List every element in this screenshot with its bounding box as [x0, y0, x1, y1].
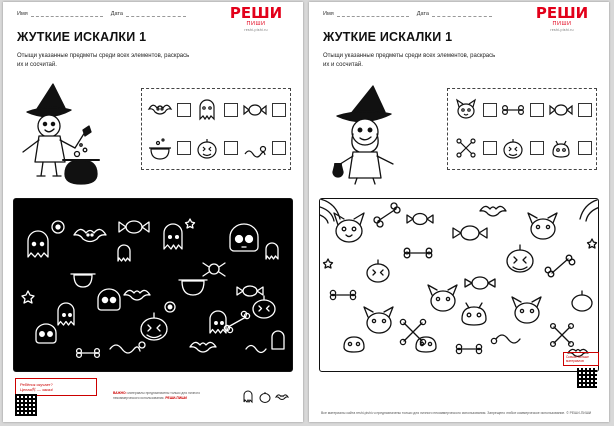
worksheet-page-right: [309, 2, 609, 422]
qr-code-left[interactable]: [15, 394, 37, 416]
promo-line-2: Целая库 — заказ!: [20, 387, 54, 392]
legend-checklist-right: [447, 88, 597, 170]
legend-item[interactable]: [240, 130, 287, 167]
name-writing-line[interactable]: [337, 10, 409, 17]
legend-count-box[interactable]: [272, 141, 286, 155]
legend-count-box[interactable]: [530, 103, 544, 117]
legend-count-box[interactable]: [530, 141, 544, 155]
copyright-note-text: материалы предназначены только для личного некоммерческого использования.: [113, 391, 201, 400]
legend-count-box[interactable]: [224, 141, 238, 155]
date-label: Дата: [416, 11, 429, 17]
brand-url: reshi-pishi.ru: [550, 28, 574, 32]
cat-icon: [452, 95, 480, 125]
footer-icon-row-left: [241, 390, 289, 404]
date-label: Дата: [110, 11, 123, 17]
bat-icon: [146, 95, 174, 125]
name-writing-line[interactable]: [31, 10, 103, 17]
search-field-inverted[interactable]: [13, 198, 293, 372]
legend-count-box[interactable]: [177, 141, 191, 155]
legend-count-box[interactable]: [578, 103, 592, 117]
page-subtitle-left: Отыщи указанные предметы среди всех элементов, раскрась их и сосчитай.: [17, 53, 190, 68]
page-title-left: ЖУТКИЕ ИСКАЛКИ 1: [17, 30, 147, 44]
name-label: Имя: [17, 11, 28, 17]
witch-with-cauldron-illustration: [13, 82, 113, 187]
candy-icon: [241, 95, 269, 125]
legend-item[interactable]: [145, 130, 192, 167]
pumpkin-icon: [258, 390, 272, 404]
legend-item[interactable]: [193, 92, 240, 129]
copyright-note-bold: ВАЖНО:: [113, 391, 127, 396]
legend-item[interactable]: [240, 92, 287, 129]
legend-item[interactable]: [145, 92, 192, 129]
legend-count-box[interactable]: [272, 103, 286, 117]
date-writing-line[interactable]: [126, 10, 186, 17]
brand-url: reshi-pishi.ru: [244, 28, 268, 32]
footer-copyright-right: [321, 411, 597, 416]
legend-count-box[interactable]: [578, 141, 592, 155]
legend-item[interactable]: [546, 130, 593, 167]
brand-word: РЕШИ: [535, 4, 589, 22]
pumpkin-icon: [499, 133, 527, 163]
page-title-right: ЖУТКИЕ ИСКАЛКИ 1: [323, 30, 453, 44]
brand-logo-right[interactable]: [525, 6, 599, 32]
copyright-note-left: [113, 391, 223, 400]
bat-icon: [275, 390, 289, 404]
candy-icon: [547, 95, 575, 125]
legend-item[interactable]: [451, 130, 498, 167]
monster-icon: [547, 133, 575, 163]
ghost-icon: [193, 95, 221, 125]
sidenote-text: Скачай больше материалов: [566, 355, 589, 363]
bone-icon: [499, 95, 527, 125]
brand-word: РЕШИ: [229, 4, 283, 22]
legend-item[interactable]: [499, 130, 546, 167]
search-field-outline[interactable]: [319, 198, 599, 372]
brand-sub: ПИШИ: [552, 21, 572, 27]
bone-cross-icon: [452, 133, 480, 163]
copyright-note-brand: РЕШИ-ПИШИ: [165, 395, 187, 400]
worksheet-page-left: [3, 2, 303, 422]
footer-text: Все материалы сайта reshi-pishi.ru предназначены только для личного некоммерческого использования. Запрещено любое коммерческое использование. © РЕШИ-ПИШИ: [321, 411, 592, 415]
cauldron-icon: [146, 133, 174, 163]
snake-icon: [241, 133, 269, 163]
qr-code-right[interactable]: [577, 368, 597, 388]
legend-item[interactable]: [499, 92, 546, 129]
legend-count-box[interactable]: [224, 103, 238, 117]
witch-with-potion-illustration: [319, 82, 419, 187]
legend-checklist-left: [141, 88, 291, 170]
promo-line-1: Ребёнок скучает?: [20, 382, 53, 387]
name-label: Имя: [323, 11, 334, 17]
pumpkin-icon: [193, 133, 221, 163]
legend-item[interactable]: [546, 92, 593, 129]
page-subtitle-right: Отыщи указанные предметы среди всех элементов, раскрась их и сосчитай.: [323, 53, 496, 68]
legend-item[interactable]: [451, 92, 498, 129]
brand-logo-left[interactable]: [219, 6, 293, 32]
brand-sub: ПИШИ: [246, 21, 266, 27]
legend-item[interactable]: [193, 130, 240, 167]
date-writing-line[interactable]: [432, 10, 492, 17]
legend-count-box[interactable]: [483, 103, 497, 117]
ghost-icon: [241, 390, 255, 404]
legend-count-box[interactable]: [483, 141, 497, 155]
legend-count-box[interactable]: [177, 103, 191, 117]
sidenote-right[interactable]: [563, 352, 599, 366]
